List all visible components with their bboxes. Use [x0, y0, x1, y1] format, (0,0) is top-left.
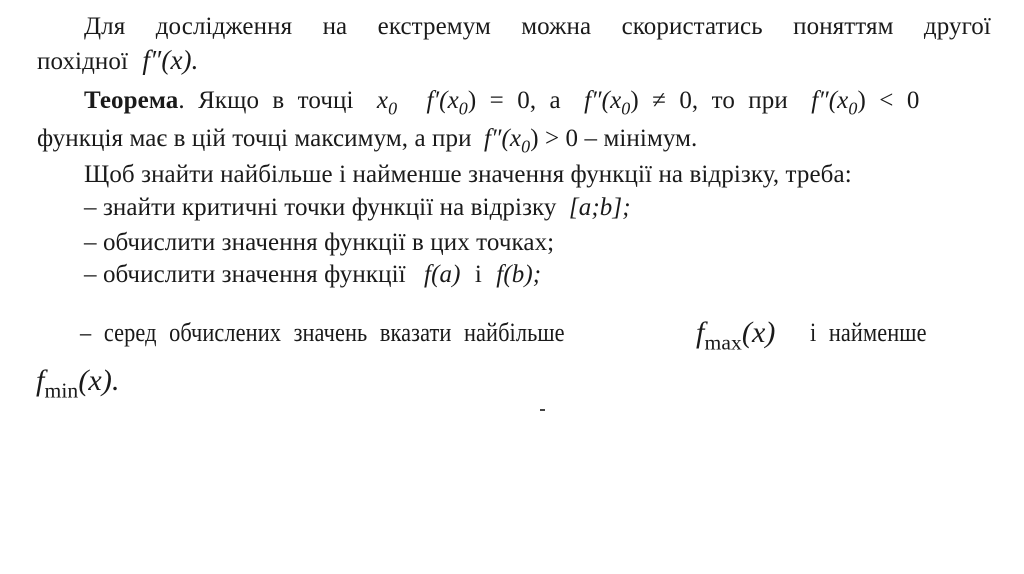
word: Для: [84, 13, 126, 40]
text: ) < 0: [857, 87, 920, 114]
text: і: [474, 261, 482, 288]
text: і найменше: [810, 318, 927, 347]
word: дослідження: [155, 13, 293, 40]
text: ) ≠ 0, то при: [630, 87, 788, 114]
word: поняттям: [793, 13, 894, 40]
list-item-2: [84, 228, 554, 258]
text: Щоб знайти найбільше і найменше значення функції на відрізку, треба:: [84, 161, 852, 188]
text: – обчислити значення функції в цих точках;: [84, 229, 555, 256]
text: ) = 0, а: [467, 87, 561, 114]
text: – обчислити значення функції: [84, 261, 406, 288]
stray-mark: [540, 409, 545, 411]
formula: [a;b];: [568, 194, 631, 221]
formula: f(b);: [496, 261, 542, 288]
formula: f″(x).: [142, 45, 199, 75]
formula: $f''(x_0$: [483, 125, 531, 157]
text-line-3: [84, 86, 920, 119]
text-line-4: [37, 124, 698, 157]
formula: $f'(x_0$: [426, 87, 468, 119]
word: екстремум: [377, 13, 491, 40]
text: функція має в цій точці максимум, а при: [37, 125, 472, 152]
formula: $f_{min}(x)$.: [36, 364, 120, 403]
text-line-1: [84, 12, 991, 42]
word: можна: [521, 13, 592, 40]
theorem-label: Теорема: [84, 87, 179, 114]
text: похідної: [37, 48, 129, 75]
formula: $f''(x_0$: [584, 87, 631, 119]
formula: f(a): [424, 261, 461, 288]
formula: $f_{max}(x)$: [696, 316, 776, 355]
word: другої: [923, 13, 991, 40]
text-line-2: [37, 45, 198, 77]
word: скористатись: [621, 13, 763, 40]
list-item-4: [80, 316, 960, 355]
text: – знайти критичні точки функції на відрізку: [84, 194, 557, 221]
text-line-5: [84, 160, 852, 190]
list-item-1: [84, 193, 631, 223]
text: . Якщо в точці: [178, 87, 354, 114]
word: на: [322, 13, 348, 40]
text-line-10: [36, 364, 120, 403]
formula: $f''(x_0$: [811, 87, 858, 119]
formula: $x_0$: [376, 87, 398, 119]
list-item-3: [84, 260, 541, 290]
text: – серед обчислених значень вказати найбільше: [80, 318, 565, 347]
text: ) > 0 – мінімум.: [530, 125, 698, 152]
